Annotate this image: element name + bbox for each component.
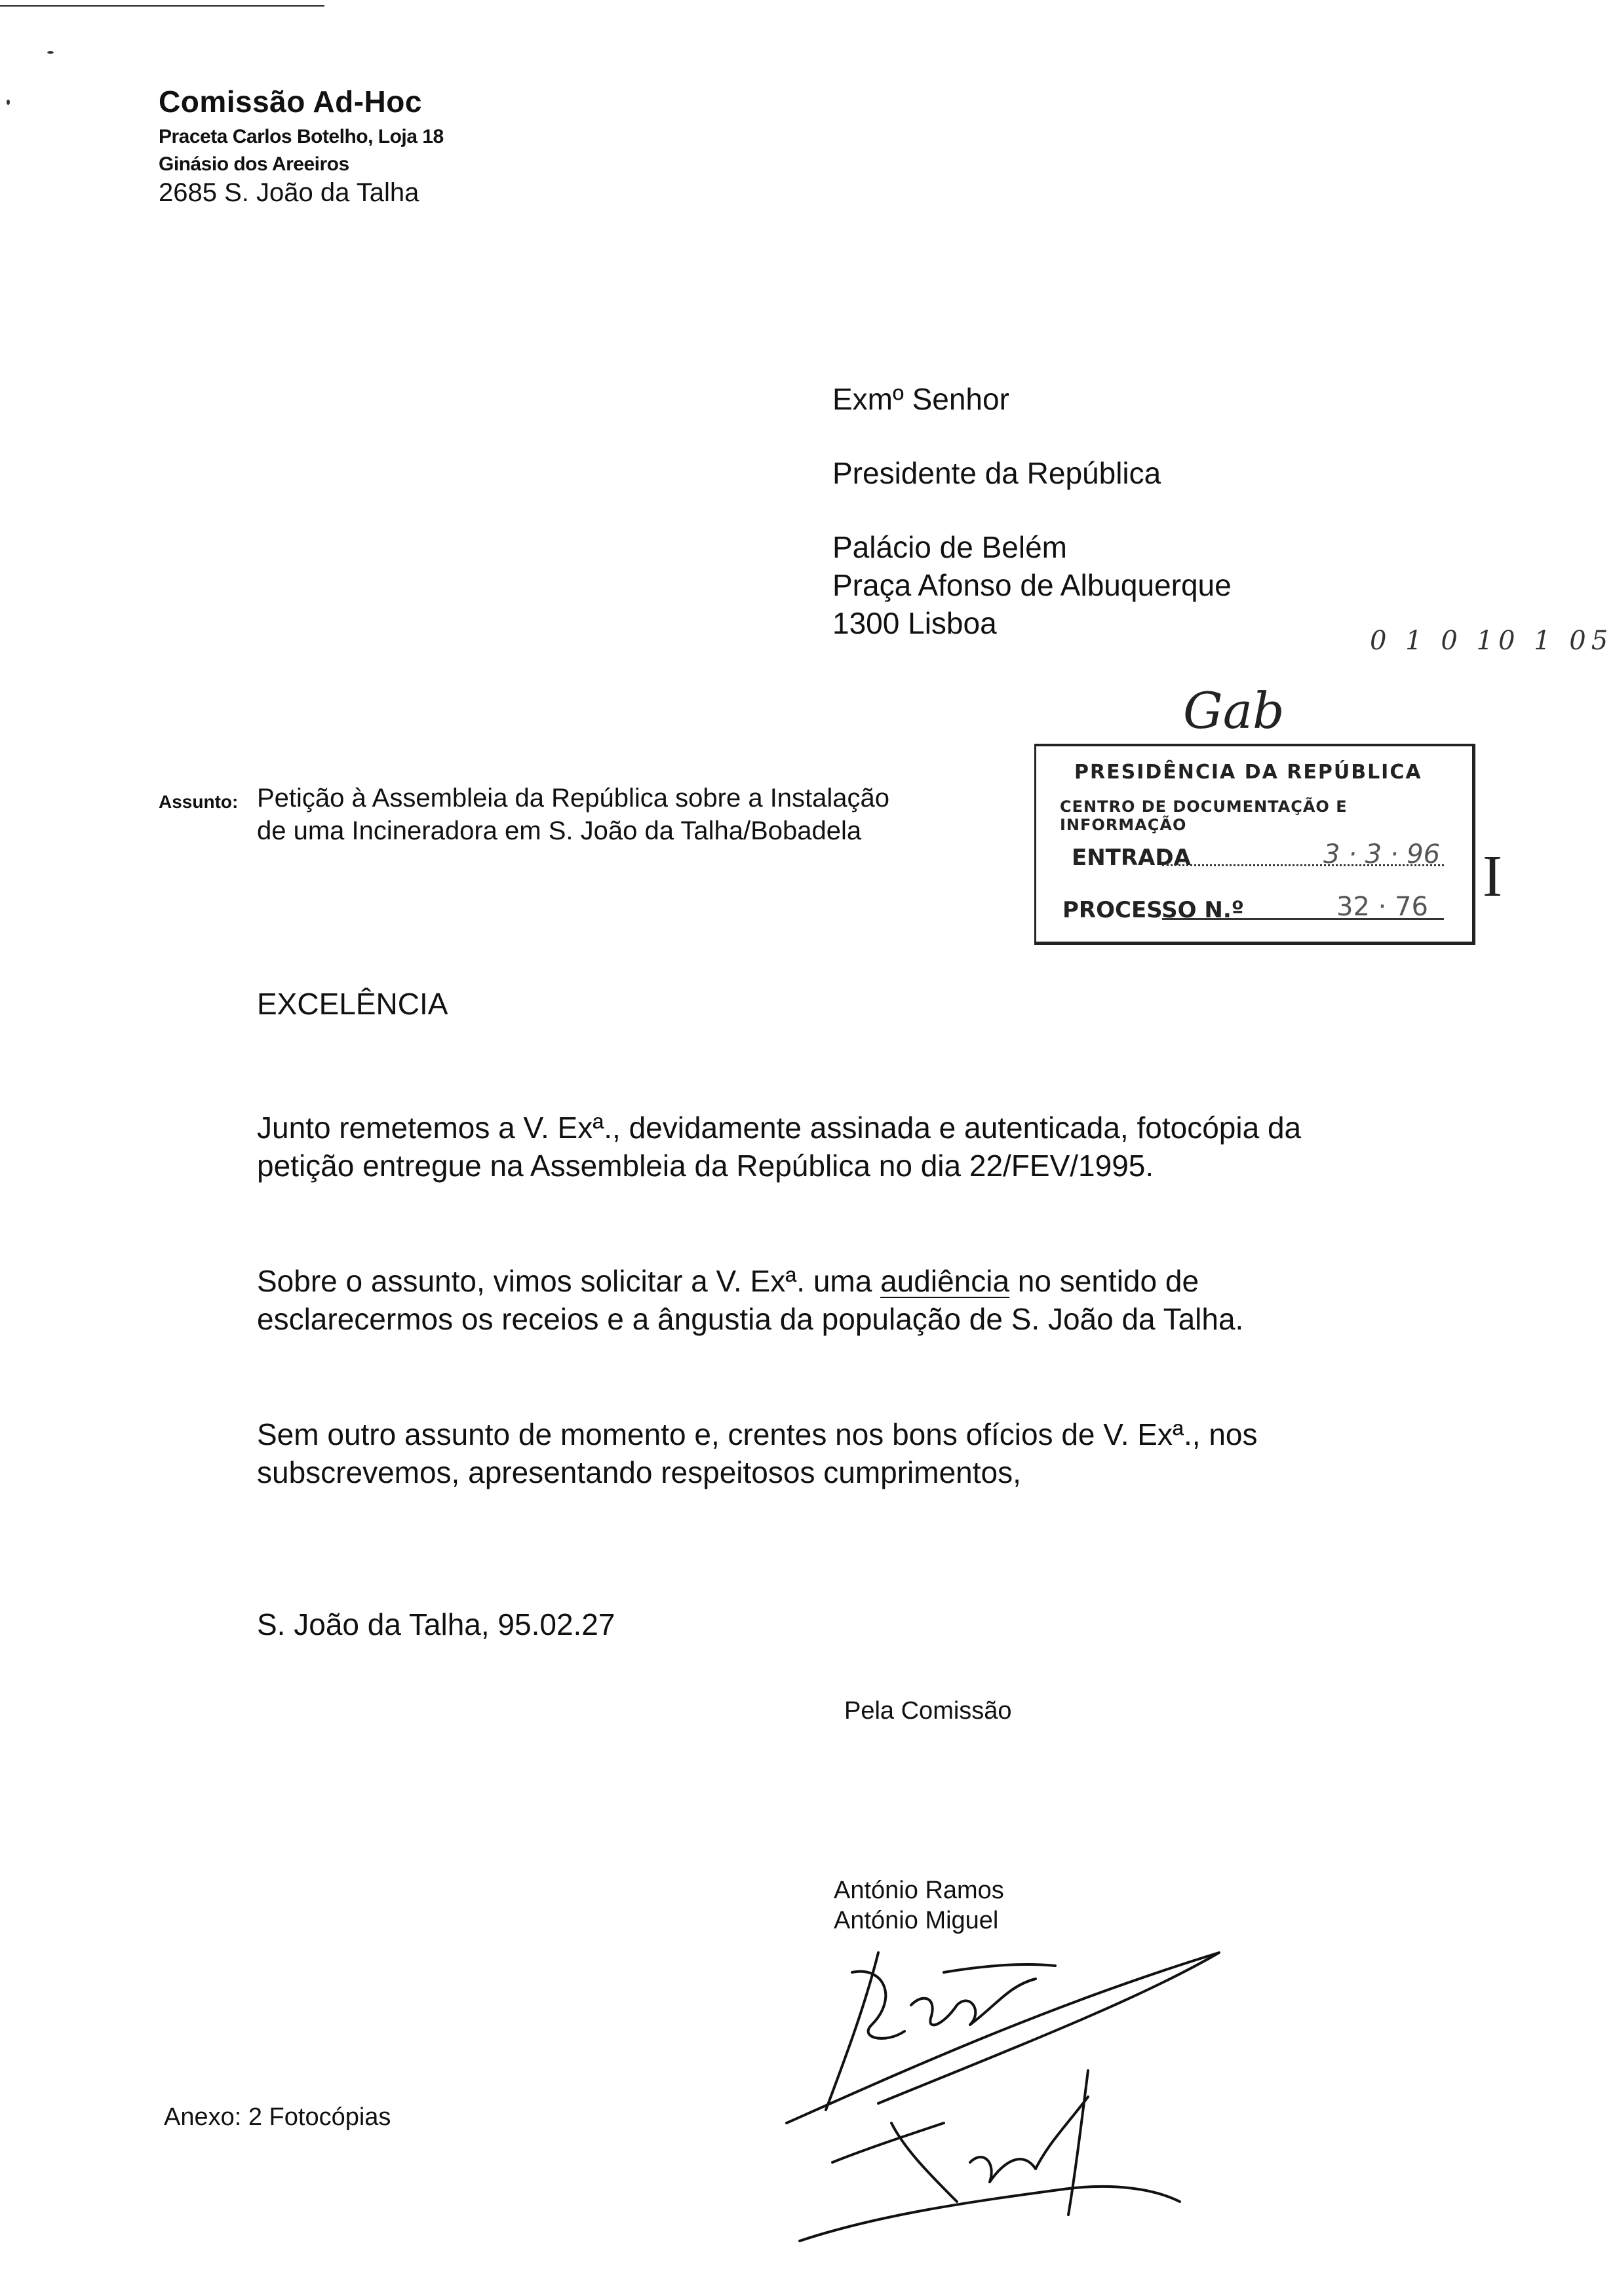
scan-speck xyxy=(47,51,54,54)
subject-label: Assunto: xyxy=(159,792,239,812)
stamp-entrada-label: ENTRADA xyxy=(1072,845,1191,871)
handwritten-gab-note: Gab xyxy=(1183,681,1285,740)
signature-stroke xyxy=(832,2123,957,2202)
recipient-salutation: Exmº Senhor xyxy=(832,382,1009,416)
reception-stamp xyxy=(1034,744,1475,945)
letter-salutation: EXCELÊNCIA xyxy=(257,987,448,1021)
paragraph-2-line1 xyxy=(257,1262,1243,1300)
signature-stroke xyxy=(800,2187,1180,2241)
scan-speck xyxy=(7,100,10,105)
stamp-line2: CENTRO DE DOCUMENTAÇÃO E INFORMAÇÃO xyxy=(1060,797,1348,834)
stamp-entrada-value: 3 · 3 · 96 xyxy=(1323,839,1441,870)
signature-stroke xyxy=(970,2097,1088,2182)
paragraph-2-line1-pre: Sobre o assunto, vimos solicitar a V. Exª. uma xyxy=(257,1264,881,1298)
signer-2: António Miguel xyxy=(834,1907,999,1934)
handwritten-roman-mark: I xyxy=(1483,844,1502,909)
recipient-address-line1: Palácio de Belém xyxy=(832,530,1067,564)
signature-stroke xyxy=(826,1953,905,2110)
paragraph-2-line2: esclarecermos os receios e a ângustia da população de S. João da Talha. xyxy=(257,1302,1244,1336)
paragraph-2 xyxy=(257,1262,1243,1338)
sender-address-line1: Praceta Carlos Botelho, Loja 18 xyxy=(159,126,444,147)
stamp-line1: PRESIDÊNCIA DA REPÚBLICA xyxy=(1074,761,1422,784)
stamp-processo-value: 32 · 76 xyxy=(1336,892,1428,922)
recipient-title: Presidente da República xyxy=(832,456,1161,490)
stamp-processo-label: PROCESSO N.º xyxy=(1062,897,1244,923)
sender-name: Comissão Ad-Hoc xyxy=(159,85,422,119)
paragraph-3-line1: Sem outro assunto de momento e, crentes nos bons ofícios de V. Exª., nos xyxy=(257,1417,1258,1451)
sender-address-line2: Ginásio dos Areeiros xyxy=(159,153,349,175)
letter-closing: Pela Comissão xyxy=(844,1697,1012,1725)
paragraph-2-line1-post: no sentido de xyxy=(1009,1264,1199,1298)
letter-date: S. João da Talha, 95.02.27 xyxy=(257,1607,615,1641)
top-border-line xyxy=(0,5,324,7)
signature-stroke xyxy=(944,1964,1055,1972)
signer-1: António Ramos xyxy=(834,1877,1004,1904)
paragraph-1-line1: Junto remetemos a V. Exª., devidamente assinada e autenticada, fotocópia da xyxy=(257,1111,1302,1145)
subject-line2: de uma Incineradora em S. João da Talha/Bobadela xyxy=(257,816,862,845)
paragraph-1 xyxy=(257,1109,1301,1185)
sender-city: 2685 S. João da Talha xyxy=(159,178,419,207)
signature-stroke xyxy=(911,1979,1036,2025)
paragraph-3-line2: subscrevemos, apresentando respeitosos cumprimentos, xyxy=(257,1455,1021,1489)
paragraph-1-line2: petição entregue na Assembleia da República no dia 22/FEV/1995. xyxy=(257,1149,1154,1183)
paragraph-3 xyxy=(257,1415,1258,1491)
underlined-word-audiencia: audiência xyxy=(880,1264,1010,1298)
annex-note: Anexo: 2 Fotocópias xyxy=(164,2103,391,2131)
recipient-address-line2: Praça Afonso de Albuquerque xyxy=(832,568,1232,602)
signature-stroke xyxy=(1068,2071,1088,2215)
subject-line1: Petição à Assembleia da República sobre a Instalação xyxy=(257,784,890,813)
handwritten-reference-note: 0 1 0 10 1 05 xyxy=(1370,626,1614,656)
handwritten-signatures xyxy=(773,1926,1245,2254)
recipient-address-line3: 1300 Lisboa xyxy=(832,606,997,640)
